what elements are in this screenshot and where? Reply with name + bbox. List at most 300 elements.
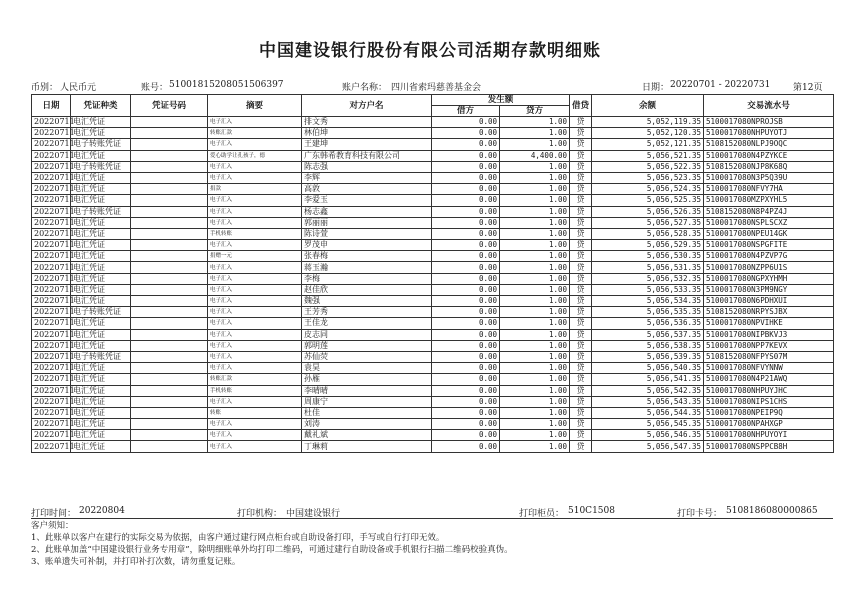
row-summary: 捐赠一元 bbox=[208, 251, 302, 262]
row-counterparty: 林伯坤 bbox=[302, 128, 432, 139]
row-credit: 1.00 bbox=[500, 217, 570, 228]
col-voucher-type: 凭证种类 bbox=[71, 95, 131, 117]
row-serial: 5100017080NPP7KEVX bbox=[704, 340, 834, 351]
row-balance: 5,056,530.35 bbox=[592, 251, 704, 262]
row-summary: 电子汇入 bbox=[208, 195, 302, 206]
col-balance: 余额 bbox=[592, 95, 704, 117]
col-serial: 交易流水号 bbox=[704, 95, 834, 117]
row-counterparty: 魏强 bbox=[302, 296, 432, 307]
table-row bbox=[32, 363, 834, 374]
row-summary: 捐款 bbox=[208, 184, 302, 195]
row-voucher-no bbox=[131, 284, 208, 295]
row-debit-credit: 贷 bbox=[570, 351, 592, 362]
row-balance: 5,056,526.35 bbox=[592, 206, 704, 217]
row-date: 20220711 bbox=[32, 430, 71, 441]
row-voucher-no bbox=[131, 273, 208, 284]
col-credit: 贷方 bbox=[500, 106, 570, 117]
row-voucher-no bbox=[131, 340, 208, 351]
table-header-row bbox=[32, 95, 834, 106]
row-debit: 0.00 bbox=[432, 217, 500, 228]
row-balance: 5,056,542.35 bbox=[592, 385, 704, 396]
row-voucher-no bbox=[131, 329, 208, 340]
row-balance: 5,056,541.35 bbox=[592, 374, 704, 385]
row-debit: 0.00 bbox=[432, 407, 500, 418]
account-label: 账号： bbox=[141, 83, 169, 93]
row-summary: 电子汇入 bbox=[208, 419, 302, 430]
col-date: 日期 bbox=[32, 95, 71, 117]
row-balance: 5,056,528.35 bbox=[592, 228, 704, 239]
table-row bbox=[32, 407, 834, 418]
row-serial: 5108152080NLPJ9OQC bbox=[704, 139, 834, 150]
row-voucher-no bbox=[131, 430, 208, 441]
row-summary: 电子汇入 bbox=[208, 351, 302, 362]
table-body bbox=[32, 117, 834, 453]
table-row bbox=[32, 284, 834, 295]
row-voucher-type: 电汇凭证 bbox=[71, 217, 131, 228]
row-debit-credit: 贷 bbox=[570, 396, 592, 407]
row-summary: 电子汇入 bbox=[208, 262, 302, 273]
row-credit: 1.00 bbox=[500, 340, 570, 351]
row-date: 20220711 bbox=[32, 407, 71, 418]
row-debit: 0.00 bbox=[432, 374, 500, 385]
row-serial: 5100017080NSPLSCXZ bbox=[704, 217, 834, 228]
row-counterparty: 袁昊 bbox=[302, 363, 432, 374]
row-voucher-no bbox=[131, 374, 208, 385]
row-voucher-type: 电汇凭证 bbox=[71, 363, 131, 374]
row-balance: 5,056,521.35 bbox=[592, 150, 704, 161]
row-debit: 0.00 bbox=[432, 351, 500, 362]
row-debit: 0.00 bbox=[432, 228, 500, 239]
row-voucher-no bbox=[131, 195, 208, 206]
notice-heading: 客户须知： bbox=[31, 521, 74, 531]
row-debit-credit: 贷 bbox=[570, 251, 592, 262]
row-voucher-no bbox=[131, 363, 208, 374]
row-debit-credit: 贷 bbox=[570, 363, 592, 374]
row-debit-credit: 贷 bbox=[570, 419, 592, 430]
row-summary: 电子汇入 bbox=[208, 396, 302, 407]
row-debit-credit: 贷 bbox=[570, 318, 592, 329]
row-debit: 0.00 bbox=[432, 262, 500, 273]
row-credit: 1.00 bbox=[500, 363, 570, 374]
row-credit: 1.00 bbox=[500, 329, 570, 340]
row-balance: 5,056,533.35 bbox=[592, 284, 704, 295]
row-debit-credit: 贷 bbox=[570, 307, 592, 318]
row-voucher-no bbox=[131, 419, 208, 430]
row-debit: 0.00 bbox=[432, 318, 500, 329]
row-summary: 爱心助学让孔孩子，德 bbox=[208, 150, 302, 161]
row-debit-credit: 贷 bbox=[570, 340, 592, 351]
row-voucher-no bbox=[131, 161, 208, 172]
row-debit: 0.00 bbox=[432, 385, 500, 396]
row-credit: 1.00 bbox=[500, 407, 570, 418]
row-voucher-no bbox=[131, 318, 208, 329]
row-counterparty: 刘涛 bbox=[302, 419, 432, 430]
table-row bbox=[32, 351, 834, 362]
row-summary: 电子汇入 bbox=[208, 217, 302, 228]
print-org: 中国建设银行 bbox=[286, 509, 341, 519]
row-debit-credit: 贷 bbox=[570, 217, 592, 228]
row-voucher-type: 电子转账凭证 bbox=[71, 351, 131, 362]
row-debit: 0.00 bbox=[432, 430, 500, 441]
row-serial: 5100017080NZPP6U1S bbox=[704, 262, 834, 273]
row-balance: 5,056,539.35 bbox=[592, 351, 704, 362]
row-date: 20220711 bbox=[32, 351, 71, 362]
row-date: 20220711 bbox=[32, 441, 71, 452]
row-voucher-type: 电汇凭证 bbox=[71, 273, 131, 284]
row-voucher-no bbox=[131, 251, 208, 262]
row-voucher-no bbox=[131, 228, 208, 239]
row-voucher-type: 电汇凭证 bbox=[71, 150, 131, 161]
row-counterparty: 苏仙荧 bbox=[302, 351, 432, 362]
row-voucher-type: 电子转账凭证 bbox=[71, 307, 131, 318]
row-balance: 5,056,522.35 bbox=[592, 161, 704, 172]
row-voucher-type: 电汇凭证 bbox=[71, 430, 131, 441]
row-voucher-no bbox=[131, 296, 208, 307]
row-summary: 电子汇入 bbox=[208, 307, 302, 318]
account-name-label: 账户名称： bbox=[342, 83, 388, 93]
row-voucher-no bbox=[131, 240, 208, 251]
row-balance: 5,056,547.35 bbox=[592, 441, 704, 452]
row-credit: 1.00 bbox=[500, 430, 570, 441]
table-row bbox=[32, 296, 834, 307]
row-serial: 5100017080NPEIP9Q bbox=[704, 407, 834, 418]
row-voucher-type: 电汇凭证 bbox=[71, 172, 131, 183]
row-voucher-type: 电汇凭证 bbox=[71, 385, 131, 396]
row-balance: 5,056,523.35 bbox=[592, 172, 704, 183]
row-balance: 5,056,535.35 bbox=[592, 307, 704, 318]
row-voucher-no bbox=[131, 441, 208, 452]
row-voucher-type: 电汇凭证 bbox=[71, 407, 131, 418]
row-debit-credit: 贷 bbox=[570, 441, 592, 452]
row-counterparty: 丁琳莉 bbox=[302, 441, 432, 452]
row-debit-credit: 贷 bbox=[570, 172, 592, 183]
row-date: 20220711 bbox=[32, 273, 71, 284]
row-debit: 0.00 bbox=[432, 419, 500, 430]
row-voucher-no bbox=[131, 139, 208, 150]
row-voucher-no bbox=[131, 262, 208, 273]
notice-item: 1、此账单以客户在建行的实际交易为依据，由客户通过建行网点柜台或自助设备打印，手写或自行打印无效。 bbox=[31, 533, 445, 543]
row-credit: 1.00 bbox=[500, 296, 570, 307]
row-debit-credit: 贷 bbox=[570, 273, 592, 284]
row-balance: 5,056,537.35 bbox=[592, 329, 704, 340]
row-credit: 1.00 bbox=[500, 374, 570, 385]
row-summary: 电子汇入 bbox=[208, 240, 302, 251]
row-credit: 1.00 bbox=[500, 396, 570, 407]
account-meta bbox=[31, 80, 831, 94]
row-debit: 0.00 bbox=[432, 307, 500, 318]
col-voucher-no: 凭证号码 bbox=[131, 95, 208, 117]
table-row bbox=[32, 329, 834, 340]
row-serial: 5100017080N3PM9NGY bbox=[704, 284, 834, 295]
row-date: 20220711 bbox=[32, 419, 71, 430]
row-serial: 5100017080NGPXYHMH bbox=[704, 273, 834, 284]
row-date: 20220711 bbox=[32, 284, 71, 295]
row-debit: 0.00 bbox=[432, 329, 500, 340]
notice-item: 2、此账单加盖“中国建设银行业务专用章”，除明细账单外均打印二维码，可通过建行自助设备或手机银行扫描二维码校验真伪。 bbox=[31, 545, 513, 555]
row-date: 20220711 bbox=[32, 363, 71, 374]
row-voucher-type: 电子转账凭证 bbox=[71, 161, 131, 172]
row-counterparty: 李梅 bbox=[302, 273, 432, 284]
col-summary: 摘要 bbox=[208, 95, 302, 117]
row-voucher-type: 电汇凭证 bbox=[71, 240, 131, 251]
row-serial: 5100017080N4PZYKCE bbox=[704, 150, 834, 161]
row-credit: 1.00 bbox=[500, 117, 570, 128]
row-counterparty: 戴礼斌 bbox=[302, 430, 432, 441]
row-credit: 1.00 bbox=[500, 251, 570, 262]
row-date: 20220711 bbox=[32, 251, 71, 262]
row-debit-credit: 贷 bbox=[570, 228, 592, 239]
row-voucher-type: 电汇凭证 bbox=[71, 441, 131, 452]
col-amount: 发生额 bbox=[432, 95, 570, 106]
row-date: 20220711 bbox=[32, 184, 71, 195]
row-credit: 1.00 bbox=[500, 318, 570, 329]
row-credit: 1.00 bbox=[500, 161, 570, 172]
row-counterparty: 王芳秀 bbox=[302, 307, 432, 318]
table-row bbox=[32, 150, 834, 161]
row-voucher-no bbox=[131, 128, 208, 139]
row-summary: 电子汇入 bbox=[208, 430, 302, 441]
row-voucher-no bbox=[131, 150, 208, 161]
row-balance: 5,056,534.35 bbox=[592, 296, 704, 307]
table-row bbox=[32, 273, 834, 284]
row-credit: 1.00 bbox=[500, 284, 570, 295]
transaction-table bbox=[31, 94, 834, 453]
row-debit: 0.00 bbox=[432, 363, 500, 374]
row-voucher-type: 电汇凭证 bbox=[71, 184, 131, 195]
table-row bbox=[32, 139, 834, 150]
row-credit: 1.00 bbox=[500, 262, 570, 273]
row-debit-credit: 贷 bbox=[570, 117, 592, 128]
row-date: 20220711 bbox=[32, 217, 71, 228]
table-row bbox=[32, 340, 834, 351]
row-voucher-type: 电汇凭证 bbox=[71, 396, 131, 407]
row-date: 20220711 bbox=[32, 329, 71, 340]
row-debit: 0.00 bbox=[432, 161, 500, 172]
row-debit-credit: 贷 bbox=[570, 296, 592, 307]
row-voucher-no bbox=[131, 385, 208, 396]
row-summary: 电子汇入 bbox=[208, 329, 302, 340]
row-voucher-no bbox=[131, 184, 208, 195]
print-time-label: 打印时间： bbox=[31, 509, 77, 519]
row-credit: 1.00 bbox=[500, 128, 570, 139]
print-counter: 510C1508 bbox=[568, 506, 615, 516]
table-row bbox=[32, 318, 834, 329]
row-date: 20220711 bbox=[32, 139, 71, 150]
row-counterparty: 周康宁 bbox=[302, 396, 432, 407]
row-counterparty: 王建坤 bbox=[302, 139, 432, 150]
row-balance: 5,052,119.35 bbox=[592, 117, 704, 128]
row-credit: 1.00 bbox=[500, 385, 570, 396]
row-date: 20220711 bbox=[32, 150, 71, 161]
row-debit: 0.00 bbox=[432, 251, 500, 262]
row-credit: 1.00 bbox=[500, 195, 570, 206]
row-summary: 转账汇款 bbox=[208, 374, 302, 385]
row-debit-credit: 贷 bbox=[570, 430, 592, 441]
row-debit: 0.00 bbox=[432, 117, 500, 128]
row-voucher-type: 电汇凭证 bbox=[71, 296, 131, 307]
row-serial: 5108152080N8P4PZ4J bbox=[704, 206, 834, 217]
row-voucher-no bbox=[131, 351, 208, 362]
row-debit-credit: 贷 bbox=[570, 329, 592, 340]
row-counterparty: 杨志鑫 bbox=[302, 206, 432, 217]
row-summary: 电子汇入 bbox=[208, 139, 302, 150]
row-debit: 0.00 bbox=[432, 273, 500, 284]
row-counterparty: 孙雁 bbox=[302, 374, 432, 385]
row-balance: 5,056,531.35 bbox=[592, 262, 704, 273]
row-credit: 4,400.00 bbox=[500, 150, 570, 161]
row-counterparty: 郭丽丽 bbox=[302, 217, 432, 228]
table-row bbox=[32, 195, 834, 206]
print-org-label: 打印机构： bbox=[237, 509, 283, 519]
row-debit-credit: 贷 bbox=[570, 385, 592, 396]
notice-item: 3、账单遗失可补制，并打印补打次数，请勿重复记账。 bbox=[31, 557, 241, 567]
col-debit-credit: 借贷 bbox=[570, 95, 592, 117]
row-serial: 5100017080NFVYNNW bbox=[704, 363, 834, 374]
row-debit-credit: 贷 bbox=[570, 161, 592, 172]
row-voucher-type: 电汇凭证 bbox=[71, 419, 131, 430]
table-row bbox=[32, 217, 834, 228]
print-card: 5108186080000865 bbox=[726, 506, 818, 516]
page-number: 第12页 bbox=[793, 83, 823, 93]
row-voucher-type: 电汇凭证 bbox=[71, 195, 131, 206]
row-credit: 1.00 bbox=[500, 240, 570, 251]
row-serial: 5100017080NHPUYJHC bbox=[704, 385, 834, 396]
row-date: 20220711 bbox=[32, 172, 71, 183]
row-voucher-no bbox=[131, 407, 208, 418]
row-debit: 0.00 bbox=[432, 172, 500, 183]
row-balance: 5,056,524.35 bbox=[592, 184, 704, 195]
row-date: 20220711 bbox=[32, 206, 71, 217]
row-voucher-type: 电汇凭证 bbox=[71, 284, 131, 295]
row-balance: 5,056,538.35 bbox=[592, 340, 704, 351]
table-row bbox=[32, 117, 834, 128]
row-serial: 5100017080NIPS1CHS bbox=[704, 396, 834, 407]
row-summary: 电子汇入 bbox=[208, 441, 302, 452]
table-row bbox=[32, 240, 834, 251]
table-row bbox=[32, 430, 834, 441]
row-counterparty: 皮志同 bbox=[302, 329, 432, 340]
row-voucher-type: 电汇凭证 bbox=[71, 228, 131, 239]
row-balance: 5,056,544.35 bbox=[592, 407, 704, 418]
row-voucher-type: 电子转账凭证 bbox=[71, 206, 131, 217]
row-summary: 电子汇入 bbox=[208, 340, 302, 351]
table-row bbox=[32, 262, 834, 273]
statement-title: 中国建设银行股份有限公司活期存款明细账 bbox=[259, 41, 601, 61]
row-debit: 0.00 bbox=[432, 396, 500, 407]
row-summary: 电子汇入 bbox=[208, 206, 302, 217]
row-debit-credit: 贷 bbox=[570, 206, 592, 217]
row-serial: 5108152080NJP8K68Q bbox=[704, 161, 834, 172]
row-credit: 1.00 bbox=[500, 184, 570, 195]
row-date: 20220711 bbox=[32, 374, 71, 385]
row-serial: 5100017080N4PZVP7G bbox=[704, 251, 834, 262]
row-serial: 5108152080NRPYSJBX bbox=[704, 307, 834, 318]
row-summary: 电子汇入 bbox=[208, 161, 302, 172]
table-row bbox=[32, 161, 834, 172]
row-counterparty: 赵佳欣 bbox=[302, 284, 432, 295]
row-date: 20220711 bbox=[32, 228, 71, 239]
row-voucher-type: 电汇凭证 bbox=[71, 128, 131, 139]
row-balance: 5,056,545.35 bbox=[592, 419, 704, 430]
row-date: 20220711 bbox=[32, 195, 71, 206]
row-counterparty: 李辉 bbox=[302, 172, 432, 183]
currency-label: 币别： bbox=[31, 83, 59, 93]
row-summary: 电子汇入 bbox=[208, 318, 302, 329]
row-balance: 5,056,546.35 bbox=[592, 430, 704, 441]
row-counterparty: 陈志强 bbox=[302, 161, 432, 172]
row-counterparty: 郭明莲 bbox=[302, 340, 432, 351]
row-balance: 5,056,527.35 bbox=[592, 217, 704, 228]
row-debit: 0.00 bbox=[432, 128, 500, 139]
table-row bbox=[32, 385, 834, 396]
account-number: 51001815208051506397 bbox=[169, 80, 284, 90]
row-counterparty: 罗茂申 bbox=[302, 240, 432, 251]
row-balance: 5,056,536.35 bbox=[592, 318, 704, 329]
row-voucher-no bbox=[131, 307, 208, 318]
row-date: 20220711 bbox=[32, 340, 71, 351]
row-date: 20220711 bbox=[32, 161, 71, 172]
row-summary: 电子汇入 bbox=[208, 273, 302, 284]
row-balance: 5,052,121.35 bbox=[592, 139, 704, 150]
row-voucher-type: 电汇凭证 bbox=[71, 318, 131, 329]
table-row bbox=[32, 396, 834, 407]
col-counterparty: 对方户名 bbox=[302, 95, 432, 117]
row-date: 20220711 bbox=[32, 262, 71, 273]
row-credit: 1.00 bbox=[500, 419, 570, 430]
row-serial: 5100017080NPROJSB bbox=[704, 117, 834, 128]
table-row bbox=[32, 128, 834, 139]
row-voucher-no bbox=[131, 396, 208, 407]
print-card-label: 打印卡号： bbox=[677, 509, 723, 519]
row-balance: 5,056,543.35 bbox=[592, 396, 704, 407]
row-summary: 手机转账 bbox=[208, 385, 302, 396]
row-voucher-type: 电汇凭证 bbox=[71, 262, 131, 273]
row-counterparty: 蒋玉瀚 bbox=[302, 262, 432, 273]
row-counterparty: 高敦 bbox=[302, 184, 432, 195]
row-debit: 0.00 bbox=[432, 340, 500, 351]
row-date: 20220711 bbox=[32, 318, 71, 329]
row-serial: 5100017080NHPUYOYI bbox=[704, 430, 834, 441]
table-row bbox=[32, 184, 834, 195]
row-debit: 0.00 bbox=[432, 296, 500, 307]
print-counter-label: 打印柜员： bbox=[519, 509, 565, 519]
row-serial: 5100017080NHPUYOTJ bbox=[704, 128, 834, 139]
row-voucher-no bbox=[131, 206, 208, 217]
row-counterparty: 王佳龙 bbox=[302, 318, 432, 329]
row-voucher-no bbox=[131, 117, 208, 128]
row-counterparty: 排文秀 bbox=[302, 117, 432, 128]
row-date: 20220711 bbox=[32, 296, 71, 307]
row-voucher-no bbox=[131, 172, 208, 183]
row-summary: 电子汇入 bbox=[208, 284, 302, 295]
row-counterparty: 广东韩希教育科技有限公司 bbox=[302, 150, 432, 161]
col-debit: 借方 bbox=[432, 106, 500, 117]
row-debit: 0.00 bbox=[432, 240, 500, 251]
row-debit: 0.00 bbox=[432, 441, 500, 452]
row-serial: 5100017080N6PDHXUI bbox=[704, 296, 834, 307]
row-summary: 转账 bbox=[208, 407, 302, 418]
currency-value: 人民币元 bbox=[60, 83, 97, 93]
row-balance: 5,056,540.35 bbox=[592, 363, 704, 374]
row-credit: 1.00 bbox=[500, 307, 570, 318]
row-serial: 5100017080NPVIHKE bbox=[704, 318, 834, 329]
row-serial: 5100017080NPAHXGP bbox=[704, 419, 834, 430]
table-row bbox=[32, 441, 834, 452]
row-debit: 0.00 bbox=[432, 139, 500, 150]
row-summary: 转账汇款 bbox=[208, 128, 302, 139]
row-debit: 0.00 bbox=[432, 284, 500, 295]
date-range-label: 日期： bbox=[642, 83, 670, 93]
